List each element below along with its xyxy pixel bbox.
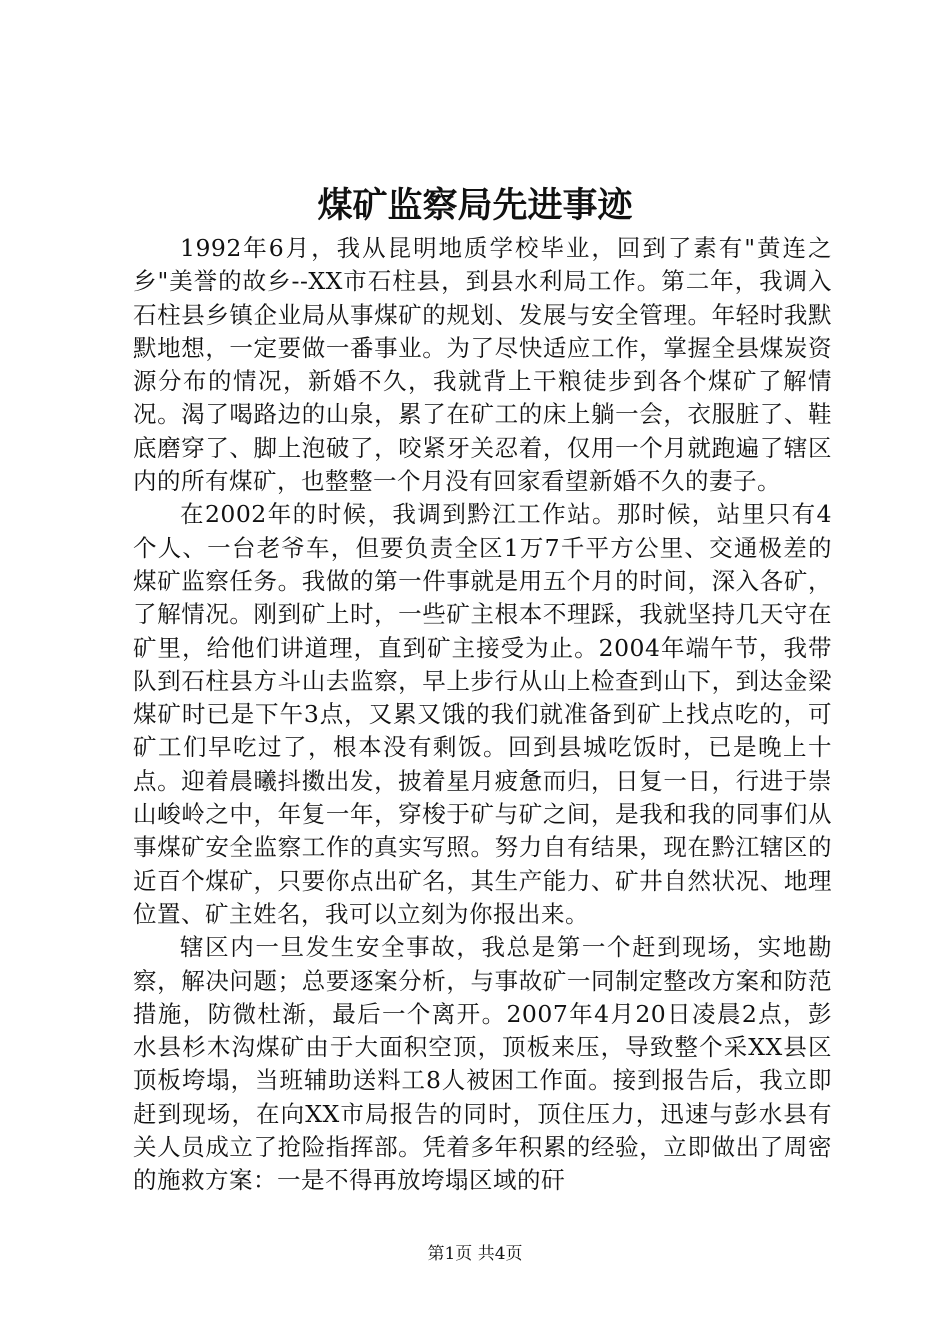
paragraph-3: 辖区内一旦发生安全事故，我总是第一个赶到现场，实地勘察，解决问题；总要逐案分析，与事故矿一同制定整改方案和防范措施，防微杜渐，最后一个离开。2007年4月20日凌晨2点，彭水县杉木沟煤矿由于大面积空顶，顶板来压，导致整个采XX县区顶板垮塌，当班辅助送料工8人被困工作面。接到报告后，我立即赶到现场，在向XX市局报告的同时，顶住压力，迅速与彭水县有关人员成立了抢险指挥部。凭着多年积累的经验，立即做出了周密的施救方案：一是不得再放垮塌区域的矸 bbox=[133, 933, 832, 1195]
paragraph-1: 1992年6月，我从昆明地质学校毕业，回到了素有"黄连之乡"美誉的故乡--XX市石柱县，到县水利局工作。第二年，我调入石柱县乡镇企业局从事煤矿的规划、发展与安全管理。年轻时我默默地想，一定要做一番事业。为了尽快适应工作，掌握全县煤炭资源分布的情况，新婚不久，我就背上干粮徒步到各个煤矿了解情况。渴了喝路边的山泉，累了在矿工的床上躺一会，衣服脏了、鞋底磨穿了、脚上泡破了，咬紧牙关忍着，仅用一个月就跑遍了辖区内的所有煤矿，也整整一个月没有回家看望新婚不久的妻子。 bbox=[133, 234, 832, 496]
document-title: 煤矿监察局先进事迹 bbox=[317, 185, 633, 226]
page-footer: 第1页 共4页 bbox=[427, 1244, 523, 1264]
paragraph-2: 在2002年的时候，我调到黔江工作站。那时候，站里只有4个人、一台老爷车，但要负责全区1万7千平方公里、交通极差的煤矿监察任务。我做的第一件事就是用五个月的时间，深入各矿，了解情况。刚到矿上时，一些矿主根本不理踩，我就坚持几天守在矿里，给他们讲道理，直到矿主接受为止。2004年端午节，我带队到石柱县方斗山去监察，早上步行从山上检查到山下，到达金梁煤矿时已是下午3点，又累又饿的我们就准备到矿上找点吃的，可矿工们早吃过了，根本没有剩饭。回到县城吃饭时，已是晚上十点。迎着晨曦抖擞出发，披着星月疲惫而归，日复一日，行进于崇山峻岭之中，年复一年，穿梭于矿与矿之间，是我和我的同事们从事煤矿安全监察工作的真实写照。努力自有结果，现在黔江辖区的近百个煤矿，只要你点出矿名，其生产能力、矿井自然状况、地理位置、矿主姓名，我可以立刻为你报出来。 bbox=[133, 500, 832, 928]
document-body bbox=[133, 232, 832, 1198]
